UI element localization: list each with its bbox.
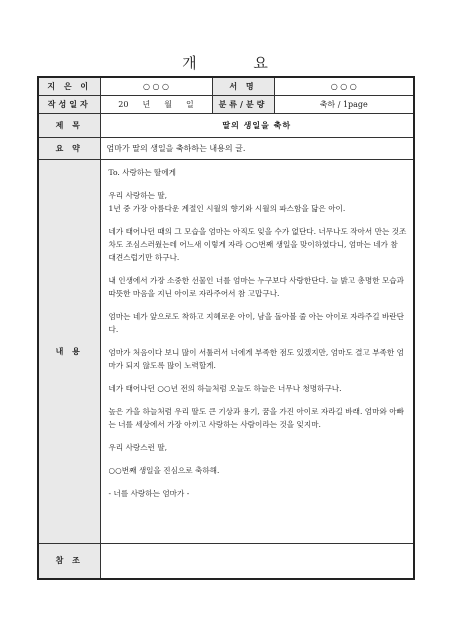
summary-label: 요 약 (38, 137, 100, 159)
content-paragraph: 우리 사랑하는 딸, 1년 중 가장 아름다운 계절인 시월의 향기와 시월의 파스함을 닮은 아이. (108, 190, 346, 213)
subject-value[interactable]: 딸의 생일을 축하 (100, 113, 414, 137)
category-label: 분류/분량 (212, 95, 274, 113)
summary-row (38, 137, 414, 159)
content-paragraph: 엄마가 처음이다 보니 많이 서툴러서 너에게 부족한 점도 있겠지만, 엄마도 결고 부족한 엄마가 되지 않도록 많이 노력할게. (108, 347, 404, 370)
category-value[interactable]: 축하 / 1page (274, 95, 414, 113)
content-label: 내 용 (38, 159, 100, 543)
date-row (38, 95, 414, 113)
content-paragraph: 내 인생에서 가장 소중한 선물인 너를 엄마는 누구보다 사랑한단다. 늘 밝고 총명한 모습과 따뜻한 마음을 지닌 아이로 자라주어서 참 고맙구나. (108, 275, 404, 298)
author-value[interactable]: ○ ○ ○ (100, 77, 212, 95)
date-month-unit: 월 (164, 99, 172, 109)
date-value[interactable] (100, 95, 212, 113)
date-year-unit: 년 (142, 99, 151, 109)
content-paragraph: 높은 가을 하늘처럼 우리 딸도 큰 기상과 용기, 꿈을 가진 아이로 자라길 바래. 엄마와 아빠는 너를 세상에서 가장 아끼고 사랑하는 사람이라는 것을 잊지마. (108, 406, 404, 429)
summary-form-table (37, 76, 415, 580)
content-paragraph: 엄마는 네가 앞으로도 착하고 지혜로운 아이, 남을 돌아볼 줄 아는 아이로 자라주길 바란단다. (108, 311, 404, 334)
content-paragraph: To. 사랑하는 딸에게 (108, 167, 177, 177)
author-row (38, 77, 414, 95)
content-paragraph: 우리 사랑스런 딸, (108, 442, 168, 452)
subject-row (38, 113, 414, 137)
reference-label: 참 조 (38, 543, 100, 579)
reference-row (38, 543, 414, 579)
content-paragraph: - 너를 사랑하는 엄마가 - (108, 488, 190, 498)
content-paragraph: 네가 태어나던 ○○년 전의 하늘처럼 오늘도 하늘은 너무나 청명하구나. (108, 383, 342, 393)
date-year: 20 (118, 99, 129, 109)
book-title-value[interactable]: ○ ○ ○ (274, 77, 414, 95)
date-label: 작성일자 (38, 95, 100, 113)
reference-value[interactable] (100, 543, 414, 579)
author-label: 지 은 이 (38, 77, 100, 95)
book-title-label: 서 명 (212, 77, 274, 95)
subject-label: 제 목 (38, 113, 100, 137)
content-row (38, 159, 414, 543)
date-day-unit: 일 (185, 99, 194, 109)
summary-value[interactable]: 엄마가 딸의 생일을 축하하는 내용의 글. (100, 137, 414, 159)
content-paragraph: 네가 태어나던 때의 그 모습을 엄마는 아직도 잊을 수가 없단다. 너무나도 작아서 만는 것조차도 조심스러웠는데 어느새 이렇게 자라 ○○번째 생일을 맞이하였다니, 엄마는 네가 참 대견스럽기만 하구나. (108, 226, 407, 262)
document-title: 개 요 (182, 54, 294, 72)
content-paragraph: ○○번째 생일을 진심으로 축하해. (108, 465, 220, 475)
content-body[interactable] (100, 159, 414, 543)
